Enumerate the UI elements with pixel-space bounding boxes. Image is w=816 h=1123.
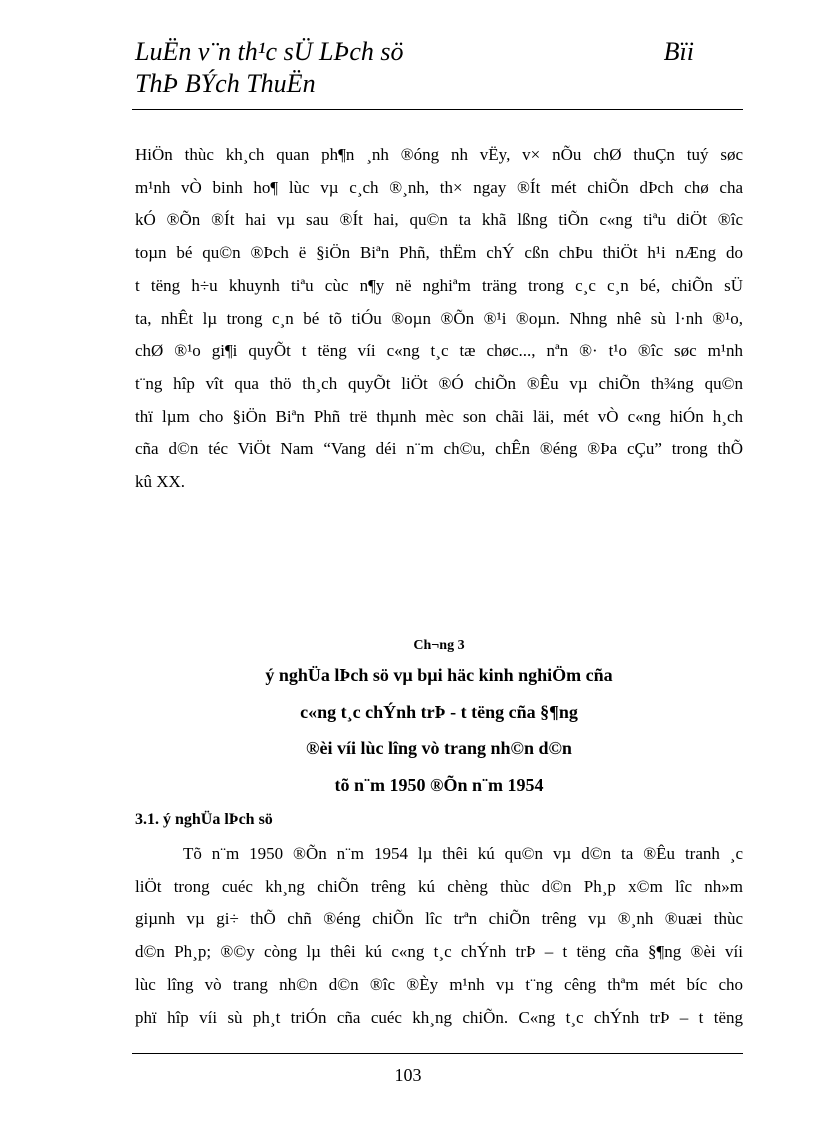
running-header [135, 36, 742, 100]
paragraph-line: ta, nhÊt lµ trong c¸n bé tõ tiÓu ®oµn ®Õn ®¹i ®oµn. Nhng nhê sù l·nh ®¹o, [135, 308, 743, 328]
page-number: 103 [394, 1065, 422, 1085]
paragraph-line: cña d©n téc ViÖt Nam “Vang déi n¨m ch©u, chÊn ®éng ®Þa cÇu” trong thÕ [135, 439, 743, 459]
paragraph-line: kû XX. [135, 472, 186, 492]
chapter-label: Ch¬ng 3 [413, 638, 465, 653]
paragraph-line: toµn bé qu©n ®Þch ë §iÖn Biªn Phñ, thËm chÝ cßn chÞu thiÖt h¹i nÆng do [135, 243, 743, 263]
paragraph-2 [135, 838, 743, 1034]
header-author-surname: Bïi [663, 37, 694, 66]
header-rule [132, 109, 743, 110]
paragraph-line: liÖt trong cuéc kh¸ng chiÕn trêng kú chèng thùc d©n Ph¸p x©m lîc nh»m [135, 876, 743, 896]
header-line-1 [135, 36, 742, 68]
chapter-title [135, 657, 743, 803]
chapter-heading [135, 636, 743, 656]
paragraph-line: Tõ n¨m 1950 ®Õn n¨m 1954 lµ thêi kú qu©n vµ d©n ta ®Êu tranh ¸c [183, 844, 743, 863]
header-line-2 [135, 68, 742, 100]
header-author-name: ThÞ BÝch ThuËn [135, 69, 316, 98]
paragraph-line: d©n Ph¸p; ®©y còng lµ thêi kú c«ng t¸c chÝnh trÞ – t tëng cña §¶ng ®èi víi [135, 942, 743, 962]
paragraph-line: giµnh vµ gi÷ thÕ chñ ®éng chiÕn lîc trªn chiÕn trêng vµ ®¸nh ®uæi thùc [135, 909, 743, 929]
header-title: LuËn v¨n th¹c sÜ LÞch sö [135, 37, 404, 66]
paragraph-line: m¹nh vÒ binh ho¶ lùc vµ c¸ch ®¸nh, th× ngay ®Ít mét chiÕn dÞch chø cha [135, 177, 743, 197]
paragraph-line: chØ ®¹o gi¶i quyÕt t tëng víi c«ng t¸c tæ chøc..., nªn ®· t¹o ®îc søc m¹nh [135, 341, 743, 361]
paragraph-line: HiÖn thùc kh¸ch quan ph¶n ¸nh ®óng nh vËy, v× nÕu chØ thuÇn tuý søc [135, 145, 743, 164]
paragraph-line: lùc lîng vò trang nh©n d©n ®îc ®Èy m¹nh vµ t¨ng cêng thªm mét bíc cho [135, 974, 743, 994]
paragraph-line: thï lµm cho §iÖn Biªn Phñ trë thµnh mèc son chãi läi, mét vÒ c«ng hiÓn h¸ch [135, 406, 743, 426]
chapter-title-line: tõ n¨m 1950 ®Õn n¨m 1954 [334, 774, 544, 795]
chapter-title-line: c«ng t¸c chÝnh trÞ - t tëng cña §¶ng [300, 701, 578, 722]
paragraph-line: kÓ ®Õn ®Ít hai vµ sau ®Ít hai, qu©n ta khã lßng tiÕn c«ng tiªu diÖt ®îc [135, 210, 743, 230]
paragraph-1 [135, 139, 743, 499]
chapter-title-line: ý nghÜa lÞch sö vµ bµi häc kinh nghiÖm cña [265, 665, 613, 685]
section-heading: 3.1. ý nghÜa lÞch sö [135, 811, 273, 828]
chapter-title-line: ®èi víi lùc lîng vò trang nh©n d©n [306, 738, 572, 758]
paragraph-line: t tëng h÷u khuynh tiªu cùc n¶y në nghiªm träng trong c¸c c¸n bé, chiÕn sÜ [135, 275, 743, 295]
footer-rule [132, 1053, 743, 1054]
paragraph-line: phï hîp víi sù ph¸t triÓn cña cuéc kh¸ng chiÕn. C«ng t¸c chÝnh trÞ – t tëng [135, 1007, 743, 1027]
paragraph-line: t¨ng hîp vît qua thö th¸ch quyÕt liÖt ®Ó chiÕn ®Êu vµ chiÕn th¾ng qu©n [135, 373, 743, 393]
